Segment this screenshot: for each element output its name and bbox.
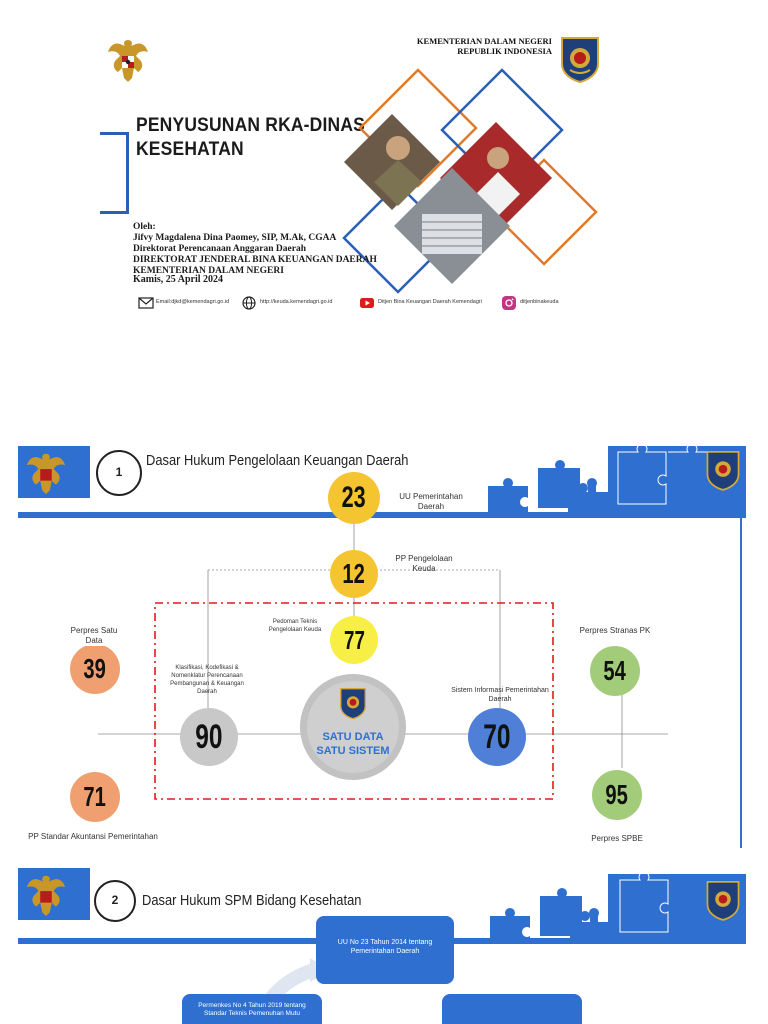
ministry-line: KEMENTERIAN DALAM NEGERI [133, 266, 284, 276]
node-label: Perpres Stranas PK [579, 626, 651, 635]
node-pp-70 [468, 708, 526, 766]
instagram-handle[interactable]: ditjenbinakeuda [520, 299, 559, 305]
section-number-badge [94, 880, 136, 922]
email-icon [138, 297, 154, 309]
section-number: 1 [115, 465, 123, 479]
directorate: Direktorat Perencanaan Anggaran Daerah [133, 244, 307, 254]
center-label-line-2: SATU SISTEM [316, 745, 390, 757]
spm-health-slide [18, 868, 746, 1024]
node-label: Pedoman Teknis Pengelolaan Keuda [268, 619, 322, 633]
node-uu-23 [328, 472, 380, 524]
law-box-top [316, 916, 454, 984]
presentation-title [136, 114, 365, 162]
youtube-icon [360, 298, 374, 308]
node-value: 39 [83, 653, 107, 684]
node-value: 12 [342, 558, 366, 589]
presenter-name: Jifvy Magdalena Dina Paomey, SIP, M.Ak, CGAA [133, 233, 337, 243]
center-label [300, 730, 406, 758]
node-perpres-95 [592, 770, 642, 820]
contact-footer [138, 295, 604, 311]
ministry-line-2: REPUBLIK INDONESIA [457, 46, 552, 56]
law-box-left-text: Permenkes No 4 Tahun 2019 tentang Standar Teknis Pemenuhan Mutu [198, 1002, 306, 1017]
node-value: 95 [605, 779, 629, 810]
node-label: Klasifikasi, Kodefikasi & Nomenklatur Perencanaan Pembangunan & Keuangan Daerah [170, 665, 244, 695]
ministry-name [417, 36, 552, 56]
node-label: Perpres SPBE [591, 834, 643, 843]
law-box-right [442, 994, 582, 1024]
node-pp-71 [70, 772, 120, 822]
presenter-info [133, 222, 377, 277]
instagram-icon [502, 296, 516, 310]
node-value: 23 [341, 481, 367, 514]
slide-heading: Dasar Hukum SPM Bidang Kesehatan [142, 892, 362, 909]
section-number: 2 [111, 893, 119, 907]
title-line-1: PENYUSUNAN RKA-DINAS [136, 115, 365, 136]
email-link[interactable]: Email:djkd@kemendagri.go.id [156, 299, 230, 305]
title-bracket [100, 132, 129, 214]
center-label-line-1: SATU DATA [322, 731, 384, 743]
youtube-channel[interactable]: Ditjen Bina Keuangan Daerah Kemendagri [378, 299, 482, 305]
cover-slide [100, 28, 604, 318]
garuda-emblem [22, 870, 70, 918]
kemendagri-emblem [704, 878, 742, 922]
node-value: 70 [483, 718, 511, 756]
node-perpres-39 [70, 644, 120, 694]
node-label: Sistem Informasi Pemerintahan Daerah [451, 687, 549, 703]
node-label: UU Pemerintahan Daerah [399, 492, 463, 511]
node-pp-12 [330, 550, 378, 598]
website-link[interactable]: http://keuda.kemendagri.go.id [260, 299, 333, 305]
node-value: 77 [343, 625, 365, 655]
law-box-left [182, 994, 322, 1024]
node-label: Perpres Satu Data [64, 626, 124, 646]
node-value: 71 [83, 781, 107, 812]
center-emblem [338, 686, 368, 720]
ministry-line-1: KEMENTERIAN DALAM NEGERI [416, 36, 552, 46]
presentation-date: Kamis, 25 April 2024 [133, 274, 224, 285]
node-perpres-54 [590, 646, 640, 696]
legal-basis-slide [18, 446, 746, 850]
node-kepmendagri-90 [180, 708, 238, 766]
by-label: Oleh: [133, 222, 156, 232]
garuda-pancasila-emblem [106, 34, 150, 84]
slide-heading: Dasar Hukum Pengelolaan Keuangan Daerah [146, 452, 409, 469]
law-box-top-text: UU No 23 Tahun 2014 tentang Pemerintahan Daerah [337, 939, 433, 955]
directorate-general: DIREKTORAT JENDERAL BINA KEUANGAN DAERAH [133, 255, 377, 265]
node-label: PP Pengelolaan Keuda [395, 554, 453, 573]
node-permendagri-77 [330, 616, 378, 664]
node-value: 90 [195, 718, 223, 756]
center-circle [300, 674, 406, 780]
node-value: 54 [603, 655, 627, 686]
node-label: PP Standar Akuntansi Pemerintahan [28, 832, 158, 841]
photo-collage [340, 64, 602, 296]
title-line-2: KESEHATAN [136, 139, 244, 160]
globe-icon [242, 296, 256, 310]
